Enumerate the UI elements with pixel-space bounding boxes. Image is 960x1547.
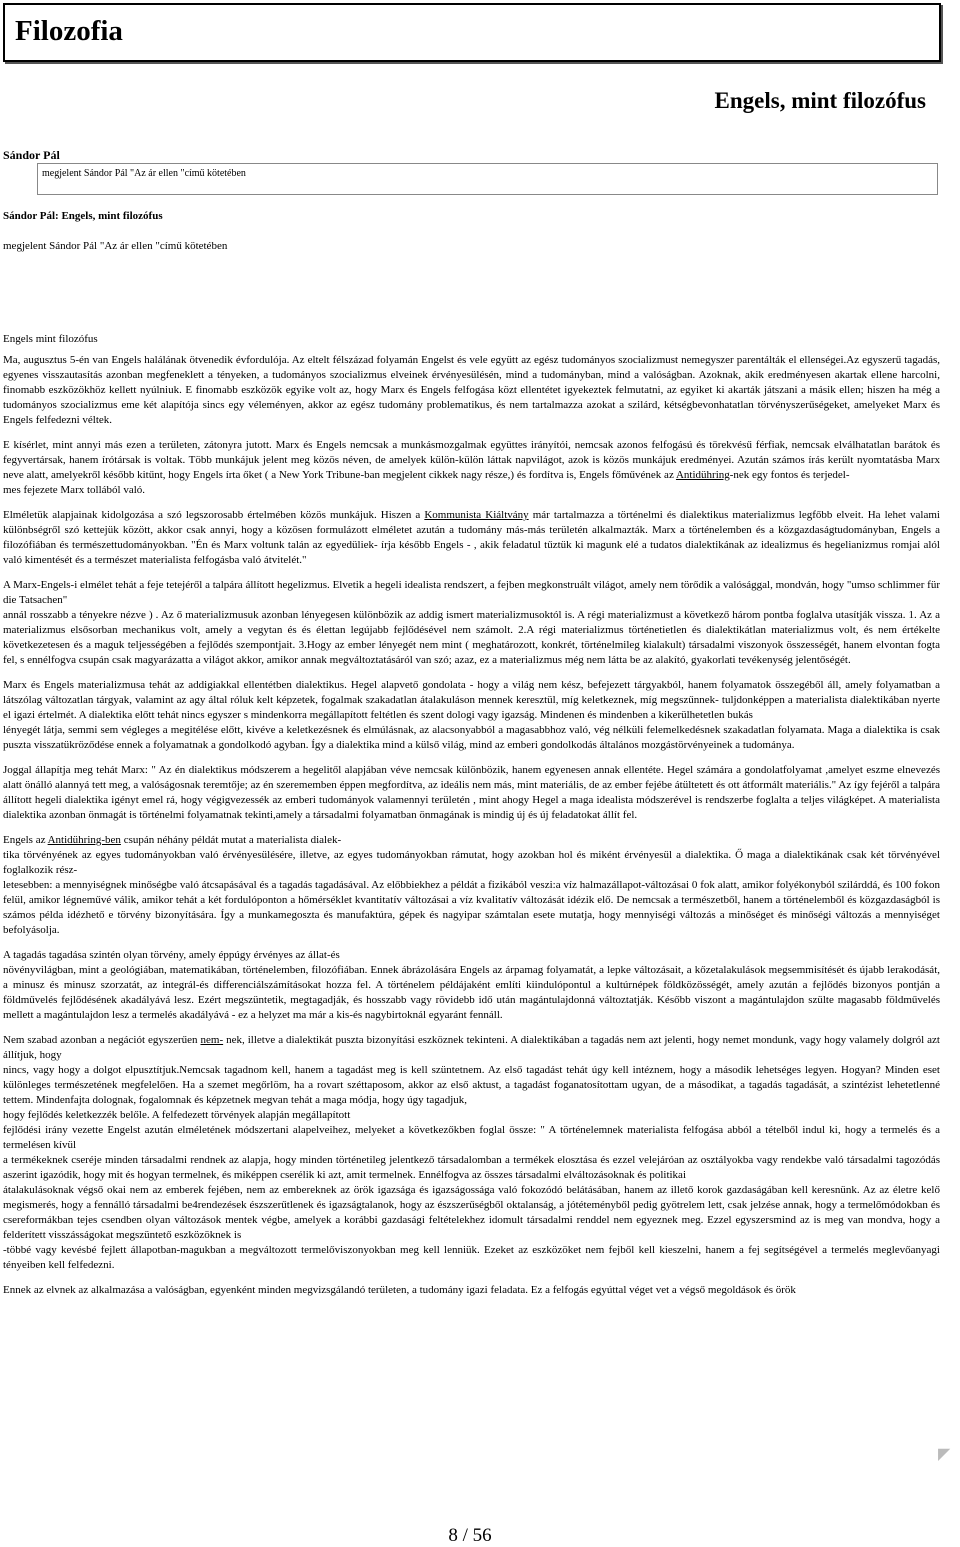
nem-link[interactable]: nem- [200, 1034, 224, 1046]
page-curl-icon: ◤ [938, 1446, 951, 1463]
article-body [3, 353, 940, 1308]
author-heading: Sándor Pál [3, 148, 60, 162]
paragraph-7: Engels az Antidühring-ben csupán néhány példát mutat a materialista dialek- tika törvényének az egyes tudományokban való érvényesülésére, illetve, az egyes tudományokban rámutat, hogy azokban hol és miként érvényesül a dialektika. Ő maga a dialektikának csak két törvényével foglalkozik rész- letesebben: a mennyiségnek minőségbe való átcsapásával és a tagadás tagadásával. Az előbbiekhez a példát a fizikából veszi:a víz halmazállapot-változásai 0 fok alatt, amikor folyékonyból szilárddá, és 100 fokon felül, amikor légneművé válik, amikor tehát a két fordulóponton a hőmérséklet kvantitatív változásai a víz kvalitatív változását idézik elő. De nemcsak a természetből, hanem a történelemből és közgazdaságból is számos példa idézhető e törvény bizonyítására. Így a munkamegoszta és manufaktúra, gépek és nagyipar számtalan esete mutatja, hogy mennyiségi változás a minőséget és minőségi változás a mennyiséget befolyásolja. [3, 834, 940, 936]
paragraph-8: A tagadás tagadása szintén olyan törvény, amely éppúgy érvényes az állat-és növényvilágban, mint a geológiában, matematikában, történelemben, filozófiában. Ennek ábrázolására Engels az árpamag folyamatát, a lepke változásait, a kőzetalakulások megsemmisítését és újabb lerakodását, a minusz és minusz szorzatát, az integrál-és differenciálszámításokat hozza fel. A történelem példájaként említi kiindulópontul a kultúrnépek földközösségét, amely azután a fejlődés bizonyos pontján a földművelés fejlődésének akadályává lesz. Ezért megszüntetik, megtagadják, és hosszabb vagy rövidebb idő után magántulajdonná változtatják. Később viszont a magántulajdon szülte magasabb földművelés mellett a magántulajdon lesz a termelés akadályává - ez a helyzet ma már a kis-és nagybirtoknál egyaránt fennáll. [3, 949, 940, 1021]
paragraph-9: Nem szabad azonban a negációt egyszerűen nem- nek, illetve a dialektikát puszta bizonyítási eszköznek tekinteni. A dialektikában a tagadás nem azt jelenti, hogy nemet mondunk, vagy hogy valamely dolgról azt állítjuk, hogy nincs, vagy hogy a dolgot elpusztítjuk.Nemcsak tagadnom kell, hanem a tagadást meg is kell szüntetnem. Az első tagadást tehát úgy kell intéznem, hogy a második lehetséges legyen. Hogyan? Minden eset különleges természetének megfelelően. Ha a szemet megőrlöm, ha a rovart széttaposom, akkor az első aktust, a tagadást foganatosítottam ugyan, de a másodikat, a tagadás tagadását, a szintézist lehetetlenné tettem. Mindenfajta dolognak, fogalomnak és képzetnek megvan tehát a maga módja, hogy úgy tagadjuk, hogy fejlődés keletkezzék belőle. A felfedezett törvények alapján megállapított fejlődési irány vezette Engelst azután elméletének módszertani alapelveihez, melyeket a következőkben foglal össze: " A történelemnek materialista felfogása abból a tételből indul ki, hogy a termelés és a termelésen kívül a termékeknek cseréje minden társadalmi rendnek az alapja, hogy minden történetileg jelentkező társadalomban a termékek elosztása és ezzel velejáróan az osztályokba vagy rendekbe való társadalmi tagozódás aszerint igazódik, hogy mit és hogyan termelnek, és miképpen cserélik ki azt, amit termelnek. Ennélfogva az összes társadalmi elváltozásoknak és politikai átalakulásoknak végső okai nem az emberek fejében, nem az embereknek az örök igazsága és igazságossága való fokozódó belátásában, hanem az illető korok gazdaságában kell keresnünk. Az az életre kelő megismerés, hogy a fennálló társadalmi be4rendezések észszerűtlenek és igazságtalanok, hogy az észszerűségből oktalanság, a jótéteményből pedig gyötrelem lett, csak jelzése annak, hogy a termelőmódokban és csereformákban tejes csendben olyan változások mentek végbe, amelyek a korábbi gazdasági feltételekhez idomult társadalmi renddel nem egyeznek meg. Ezzel egyszersmind az is meg van mondva, hogy a felderített visszásságokat megszüntető eszközöknek is -többé vagy kevésbé fejlett állapotban-magukban a megváltozott termelőviszonyokban meg kell lenniük. Ezeket az eszközöket nem fejből kell kieszelni, hanem a fej segítségével a termelés meglevőanyagi tényeiben kell felfedezni. [3, 1034, 940, 1271]
paragraph-3: Elméletük alapjainak kidolgozása a szó legszorosabb értelmében közös munkájuk. Hiszen a Kommunista Kiáltvány már tartalmazza a történelmi és dialektikus materializmus legfőbb elveit. Ha lehet valami különbségről szó kettejük között, akkor csak annyi, hogy a közösen formulázott elméletet azután a tudomány más-más területén alkalmazták. Marx a történelemben és a közgazdaságtudományban, Engels a filozófiában és természettudományokban. "Én és Marx voltunk talán az egyedüliek- írja később Engels - , akik feladatul tűztük ki magunk elé a tudatos dialektikának az idealizmus és hegelianizmus romjai alól való kimentését és a természet materialista felfogásba való átvitelét." [3, 509, 940, 566]
publication-note: megjelent Sándor Pál "Az ár ellen "című kötetében [42, 168, 246, 179]
article-subtitle: Sándor Pál: Engels, mint filozófus [3, 210, 163, 222]
article-title: Engels, mint filozófus [714, 88, 926, 113]
paragraph-6: Joggal állapítja meg tehát Marx: " Az én dialektikus módszerem a hegelitől alapjában véve nemcsak különbözik, hanem egyenesen annak ellentéte. Hegel számára a gondolatfolyamat ,amelyet eszme elnevezés alatt önálló alannyá tett meg, a valóságosnak teremtője; az én szerememben éppen megfordítva, az ideális nem más, mint materiális, de az ember fejébe átültetett és ott átformált materiális." Az így fejéről a talpára állított hegeli dialektika igényt emel rá, hogy végigvezessék az emberi tudományok valamennyi területén , mint ahogy Hegel a maga idealista módszerével is rendszerbe foglalta a teljes világképet. A materialista dialektika azonban önmagát is történelmi folyamatnak tekinti,amely a társadalmi folyamatban önmagának is mindig új és új feladatokat állít fel. [3, 764, 940, 821]
page-indicator: 8 / 56 [448, 1525, 492, 1546]
publication-note-box [37, 163, 938, 195]
kommunista-kialtvany-link[interactable]: Kommunista Kiáltvány [424, 509, 529, 521]
paragraph-5: Marx és Engels materializmusa tehát az addigiakkal ellentétben dialektikus. Hegel alapvető gondolata - hogy a világ nem kész, befejezett tárgyakból, hanem folyamatok összegéből áll, amely folyamatban a látszólag változatlan tárgyak, valamint az agy által róluk kelt képzetek, fogalmak szakadatlan átalakuláson mennek keresztül, míg keletkeznek, míg megszűnnek- tuljdonképpen a materialista dialektikában nyerte el igazi értelmét. A dialektika előtt tehát nincs egyszer s mindenkorra megállapított feltétlen és szent dologi vagy igazság. Mindenen és mindenben a kikerülhetetlen bukás lényegét látja, semmi sem végleges a megitélése előtt, kivéve a keletkezésnek és elmúlásnak, az alacsonyabból a magasabbhoz való, vég nélküli felemelkedésnek szakadatlan folyamata. Maga a dialektika is csak puszta visszatükröződése ennek a folyamatnak a gondolkodó agyban. Így a dialektika mind a külső világ, mind az emberi gondolkodás általános mozgástörvényeinek a tudománya. [3, 679, 940, 751]
publication-note-2: megjelent Sándor Pál "Az ár ellen "című kötetében [3, 240, 228, 252]
site-header [3, 3, 941, 62]
antiduhring-ben-link[interactable]: Antidühring-ben [47, 834, 121, 846]
paragraph-10: Ennek az elvnek az alkalmazása a valóságban, egyenként minden megvizsgálandó területen, a tudomány igazi feladata. Ez a felfogás egyúttal véget vet a végső megoldások és örök [3, 1284, 796, 1296]
paragraph-4: A Marx-Engels-i elmélet tehát a feje tetejéről a talpára állított hegelizmus. Elvetik a hegeli idealista rendszert, a fejben megkonstruált világot, amely nem törődik a valósággal, mondván, hogy "umso schlimmer für die Tatsachen" annál rosszabb a tényekre nézve ) . Az ő materializmusuk azonban lényegesen különbözik az addig ismert materializmusoktól is. A régi materializmust a következő három pontba foglalva utasítják vissza. 1. Az a materializmus elsősorban mechanikus volt, amely a vegytan és és élettan legújabb fejlődésével nem számolt. 2.A régi materializmus történetietlen és dialektikátlan materializmus volt, és nem értékelte következetesen és a maguk teljességében a fejlődés szempontjait. 3.Hogy az ember lényegét nem mint ( meghatározott, konkrét, történelmileg kialakult) társadalmi viszonyok összességét, hanem elvontan fogta fel, s ennélfogva csupán csak magyarázatta a világot akkor, amikor annak megváltoztatásáról van szó; azaz, ez a materializmus még nem látta be az alakító, gyakorlati tevékenység jelentőségét. [3, 579, 940, 666]
paragraph-2: E kísérlet, mint annyi más ezen a területen, zátonyra jutott. Marx és Engels nemcsak a munkásmozgalmak együttes irányítói, nemcsak azonos felfogású és törekvésű férfiak, nemcsak elválhatatlan barátok és fegyvertársak, hanem írótársak is voltak. Több munkájuk jelent meg közös néven, de amelyek külön-külön láttak napvilágot, azok is közös munkájuk eredményei. Azután számos írás került nyomtatásba Marx neve alatt, amelyekről később kitűnt, hogy Engels írta őket ( a New York Tribune-ban megjelent cikkek nagy része,) és fordítva is, Engels főművének az Antidühring-nek egy fontos és terjedel- mes fejezete Marx tollából való. [3, 439, 940, 496]
paragraph-1: Ma, augusztus 5-én van Engels halálának ötvenedik évfordulója. Az eltelt félszázad folyamán Engelst és vele együtt az egész tudományos szocializmust nemegyszer parentálták el ellenségei.Az egyszerű tagadás, egyenes visszautasítás azonban megfeneklett a tényeken, a tudományos szocializmus elveinek érvényesülésén, mind a tudományban, mind a valóságban. Azoknak, akik eredményesen akartak ellene harcolni, finomabb eszközökhöz kellett nyúlniuk. E finomabb eszközök egyike volt az, hogy Marx és Engels felfogása közt ellentétet igyekeztek felmutatni, az egyiket ki akarták játszani a másik ellen; hiszen ha még a tudományos szocializmus eme két alapítója sincs egy véleményen, akkor az egész tudomány problematikus, és nem tartalmazza azokat a szilárd, kétségbevonhatatlan törvényszerűségeket, amelyeket Marx és Engels felfedezni véltek. [3, 354, 940, 426]
antiduhring-link[interactable]: Antidühring [675, 469, 730, 481]
section-heading: Engels mint filozófus [3, 333, 98, 345]
site-title: Filozofia [15, 15, 123, 47]
